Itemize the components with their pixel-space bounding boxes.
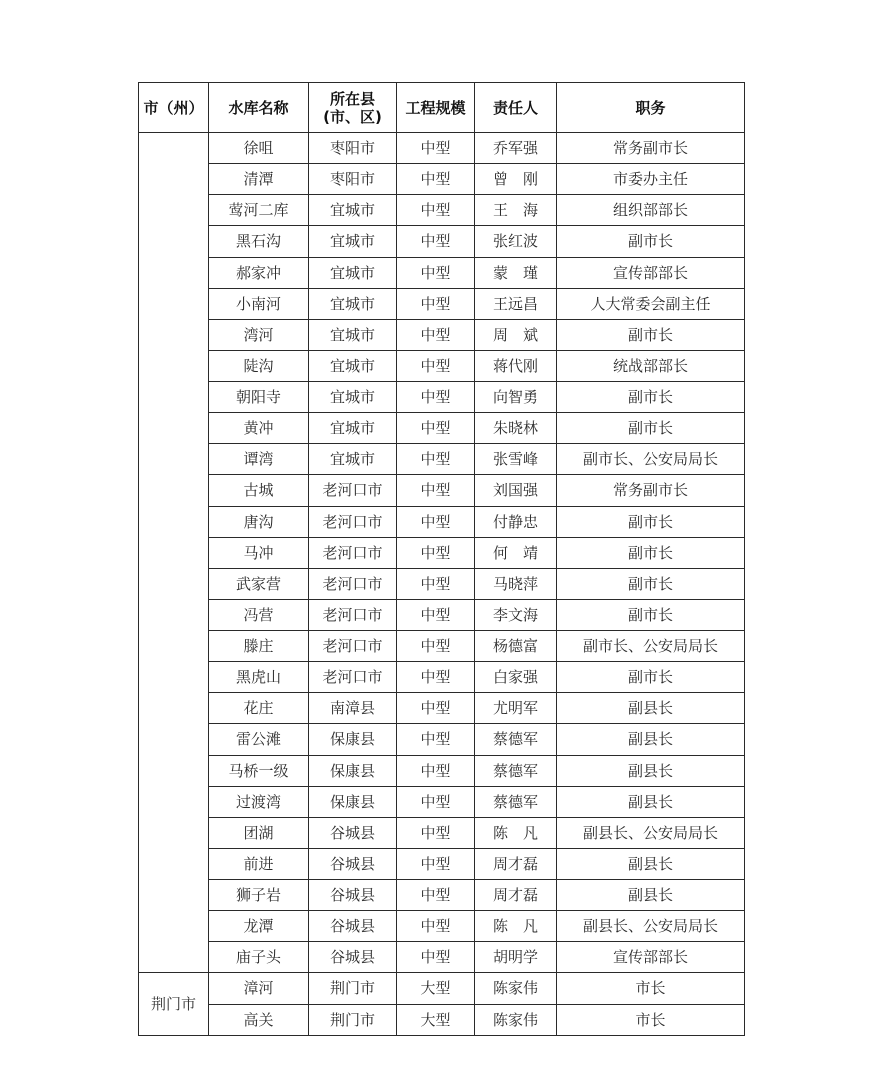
position-cell: 副县长、公安局局长 bbox=[557, 911, 745, 942]
position-cell: 副市长 bbox=[557, 413, 745, 444]
reservoir-cell: 清潭 bbox=[209, 164, 309, 195]
person-cell: 曾 刚 bbox=[475, 164, 557, 195]
county-cell: 谷城县 bbox=[309, 880, 397, 911]
position-cell: 副市长 bbox=[557, 226, 745, 257]
county-cell: 老河口市 bbox=[309, 475, 397, 506]
position-cell: 副市长 bbox=[557, 382, 745, 413]
county-cell: 谷城县 bbox=[309, 817, 397, 848]
person-cell: 王 海 bbox=[475, 195, 557, 226]
county-cell: 宜城市 bbox=[309, 382, 397, 413]
position-cell: 副市长、公安局局长 bbox=[557, 631, 745, 662]
scale-cell: 中型 bbox=[397, 319, 475, 350]
person-cell: 付静忠 bbox=[475, 506, 557, 537]
person-cell: 张红波 bbox=[475, 226, 557, 257]
scale-cell: 中型 bbox=[397, 288, 475, 319]
reservoir-cell: 冯营 bbox=[209, 599, 309, 630]
table-row bbox=[139, 350, 745, 381]
header-county bbox=[309, 83, 397, 133]
position-cell: 副市长 bbox=[557, 568, 745, 599]
position-cell: 常务副市长 bbox=[557, 475, 745, 506]
county-cell: 保康县 bbox=[309, 786, 397, 817]
scale-cell: 中型 bbox=[397, 413, 475, 444]
table-body bbox=[139, 133, 745, 1036]
position-cell: 副市长 bbox=[557, 662, 745, 693]
scale-cell: 中型 bbox=[397, 631, 475, 662]
position-cell: 统战部部长 bbox=[557, 350, 745, 381]
reservoir-cell: 黑虎山 bbox=[209, 662, 309, 693]
table-row bbox=[139, 568, 745, 599]
table-row bbox=[139, 942, 745, 973]
county-cell: 南漳县 bbox=[309, 693, 397, 724]
county-cell: 宜城市 bbox=[309, 195, 397, 226]
position-cell: 副县长 bbox=[557, 755, 745, 786]
position-cell: 副市长、公安局局长 bbox=[557, 444, 745, 475]
table-row bbox=[139, 880, 745, 911]
scale-cell: 中型 bbox=[397, 506, 475, 537]
table-row bbox=[139, 537, 745, 568]
reservoir-cell: 滕庄 bbox=[209, 631, 309, 662]
position-cell: 副县长 bbox=[557, 848, 745, 879]
scale-cell: 中型 bbox=[397, 848, 475, 879]
table-row bbox=[139, 599, 745, 630]
person-cell: 陈家伟 bbox=[475, 973, 557, 1004]
reservoir-cell: 黄冲 bbox=[209, 413, 309, 444]
reservoir-cell: 朝阳寺 bbox=[209, 382, 309, 413]
reservoir-cell: 谭湾 bbox=[209, 444, 309, 475]
county-cell: 老河口市 bbox=[309, 631, 397, 662]
scale-cell: 中型 bbox=[397, 568, 475, 599]
person-cell: 何 靖 bbox=[475, 537, 557, 568]
position-cell: 副市长 bbox=[557, 537, 745, 568]
table-row bbox=[139, 662, 745, 693]
scale-cell: 中型 bbox=[397, 382, 475, 413]
reservoir-cell: 郝家冲 bbox=[209, 257, 309, 288]
person-cell: 蒙 瑾 bbox=[475, 257, 557, 288]
person-cell: 刘国强 bbox=[475, 475, 557, 506]
reservoir-cell: 徐咀 bbox=[209, 133, 309, 164]
county-cell: 宜城市 bbox=[309, 226, 397, 257]
county-cell: 荆门市 bbox=[309, 1004, 397, 1036]
table-row bbox=[139, 195, 745, 226]
scale-cell: 中型 bbox=[397, 475, 475, 506]
table-row bbox=[139, 506, 745, 537]
scale-cell: 中型 bbox=[397, 786, 475, 817]
position-cell: 市长 bbox=[557, 973, 745, 1004]
county-cell: 宜城市 bbox=[309, 444, 397, 475]
county-cell: 老河口市 bbox=[309, 506, 397, 537]
header-county-line1: 所在县 bbox=[329, 89, 375, 108]
person-cell: 蒋代刚 bbox=[475, 350, 557, 381]
person-cell: 张雪峰 bbox=[475, 444, 557, 475]
scale-cell: 中型 bbox=[397, 755, 475, 786]
reservoir-cell: 湾河 bbox=[209, 319, 309, 350]
reservoir-cell: 古城 bbox=[209, 475, 309, 506]
table-row bbox=[139, 817, 745, 848]
position-cell: 副县长 bbox=[557, 724, 745, 755]
table-row bbox=[139, 257, 745, 288]
scale-cell: 大型 bbox=[397, 973, 475, 1004]
county-cell: 宜城市 bbox=[309, 288, 397, 319]
reservoir-cell: 花庄 bbox=[209, 693, 309, 724]
scale-cell: 中型 bbox=[397, 662, 475, 693]
reservoir-cell: 马冲 bbox=[209, 537, 309, 568]
scale-cell: 中型 bbox=[397, 537, 475, 568]
table-row bbox=[139, 475, 745, 506]
header-person: 责任人 bbox=[475, 83, 557, 133]
table-row bbox=[139, 164, 745, 195]
county-cell: 谷城县 bbox=[309, 911, 397, 942]
county-cell: 保康县 bbox=[309, 755, 397, 786]
table-row bbox=[139, 693, 745, 724]
table-row bbox=[139, 319, 745, 350]
header-reservoir: 水库名称 bbox=[209, 83, 309, 133]
person-cell: 周 斌 bbox=[475, 319, 557, 350]
reservoir-cell: 莺河二库 bbox=[209, 195, 309, 226]
county-cell: 谷城县 bbox=[309, 848, 397, 879]
position-cell: 常务副市长 bbox=[557, 133, 745, 164]
position-cell: 市委办主任 bbox=[557, 164, 745, 195]
table-row bbox=[139, 133, 745, 164]
table-row bbox=[139, 786, 745, 817]
person-cell: 蔡德军 bbox=[475, 724, 557, 755]
reservoir-cell: 前进 bbox=[209, 848, 309, 879]
table-row bbox=[139, 911, 745, 942]
reservoir-cell: 武家营 bbox=[209, 568, 309, 599]
scale-cell: 中型 bbox=[397, 942, 475, 973]
position-cell: 副县长 bbox=[557, 880, 745, 911]
header-scale: 工程规模 bbox=[397, 83, 475, 133]
county-cell: 谷城县 bbox=[309, 942, 397, 973]
scale-cell: 中型 bbox=[397, 133, 475, 164]
reservoir-cell: 马桥一级 bbox=[209, 755, 309, 786]
table-row bbox=[139, 848, 745, 879]
county-cell: 老河口市 bbox=[309, 599, 397, 630]
person-cell: 周才磊 bbox=[475, 880, 557, 911]
county-cell: 老河口市 bbox=[309, 568, 397, 599]
position-cell: 副县长、公安局局长 bbox=[557, 817, 745, 848]
header-row bbox=[139, 83, 745, 133]
person-cell: 向智勇 bbox=[475, 382, 557, 413]
person-cell: 朱晓林 bbox=[475, 413, 557, 444]
person-cell: 胡明学 bbox=[475, 942, 557, 973]
county-cell: 老河口市 bbox=[309, 537, 397, 568]
table-row bbox=[139, 444, 745, 475]
header-city: 市（州） bbox=[139, 83, 209, 133]
scale-cell: 中型 bbox=[397, 880, 475, 911]
reservoir-cell: 团湖 bbox=[209, 817, 309, 848]
table-row bbox=[139, 226, 745, 257]
position-cell: 宣传部部长 bbox=[557, 257, 745, 288]
reservoir-cell: 高关 bbox=[209, 1004, 309, 1036]
table-row bbox=[139, 1004, 745, 1036]
position-cell: 副县长 bbox=[557, 693, 745, 724]
header-position: 职务 bbox=[557, 83, 745, 133]
scale-cell: 中型 bbox=[397, 724, 475, 755]
position-cell: 副市长 bbox=[557, 506, 745, 537]
reservoir-cell: 黑石沟 bbox=[209, 226, 309, 257]
scale-cell: 大型 bbox=[397, 1004, 475, 1036]
scale-cell: 中型 bbox=[397, 350, 475, 381]
person-cell: 杨德富 bbox=[475, 631, 557, 662]
county-cell: 宜城市 bbox=[309, 257, 397, 288]
scale-cell: 中型 bbox=[397, 693, 475, 724]
position-cell: 人大常委会副主任 bbox=[557, 288, 745, 319]
position-cell: 副市长 bbox=[557, 319, 745, 350]
person-cell: 蔡德军 bbox=[475, 755, 557, 786]
scale-cell: 中型 bbox=[397, 444, 475, 475]
reservoir-cell: 龙潭 bbox=[209, 911, 309, 942]
table-row bbox=[139, 413, 745, 444]
table-row bbox=[139, 382, 745, 413]
position-cell: 副县长 bbox=[557, 786, 745, 817]
person-cell: 尤明军 bbox=[475, 693, 557, 724]
reservoir-cell: 狮子岩 bbox=[209, 880, 309, 911]
person-cell: 白家强 bbox=[475, 662, 557, 693]
reservoir-cell: 过渡湾 bbox=[209, 786, 309, 817]
county-cell: 老河口市 bbox=[309, 662, 397, 693]
person-cell: 蔡德军 bbox=[475, 786, 557, 817]
table-row bbox=[139, 288, 745, 319]
table-row bbox=[139, 973, 745, 1004]
scale-cell: 中型 bbox=[397, 817, 475, 848]
person-cell: 陈家伟 bbox=[475, 1004, 557, 1036]
scale-cell: 中型 bbox=[397, 226, 475, 257]
person-cell: 王远昌 bbox=[475, 288, 557, 319]
county-cell: 宜城市 bbox=[309, 319, 397, 350]
position-cell: 市长 bbox=[557, 1004, 745, 1036]
person-cell: 陈 凡 bbox=[475, 911, 557, 942]
header-county-line2: (市、区) bbox=[323, 107, 382, 126]
county-cell: 荆门市 bbox=[309, 973, 397, 1004]
person-cell: 周才磊 bbox=[475, 848, 557, 879]
scale-cell: 中型 bbox=[397, 164, 475, 195]
position-cell: 宣传部部长 bbox=[557, 942, 745, 973]
scale-cell: 中型 bbox=[397, 257, 475, 288]
scale-cell: 中型 bbox=[397, 599, 475, 630]
city-cell bbox=[139, 133, 209, 973]
reservoir-cell: 陡沟 bbox=[209, 350, 309, 381]
person-cell: 陈 凡 bbox=[475, 817, 557, 848]
table-row bbox=[139, 755, 745, 786]
county-cell: 保康县 bbox=[309, 724, 397, 755]
person-cell: 乔军强 bbox=[475, 133, 557, 164]
scale-cell: 中型 bbox=[397, 195, 475, 226]
person-cell: 李文海 bbox=[475, 599, 557, 630]
reservoir-cell: 庙子头 bbox=[209, 942, 309, 973]
county-cell: 宜城市 bbox=[309, 350, 397, 381]
position-cell: 副市长 bbox=[557, 599, 745, 630]
reservoir-cell: 雷公滩 bbox=[209, 724, 309, 755]
county-cell: 枣阳市 bbox=[309, 164, 397, 195]
scale-cell: 中型 bbox=[397, 911, 475, 942]
county-cell: 枣阳市 bbox=[309, 133, 397, 164]
reservoir-cell: 唐沟 bbox=[209, 506, 309, 537]
city-cell: 荆门市 bbox=[139, 973, 209, 1036]
reservoir-cell: 漳河 bbox=[209, 973, 309, 1004]
table-row bbox=[139, 724, 745, 755]
county-cell: 宜城市 bbox=[309, 413, 397, 444]
table-row bbox=[139, 631, 745, 662]
reservoir-cell: 小南河 bbox=[209, 288, 309, 319]
position-cell: 组织部部长 bbox=[557, 195, 745, 226]
person-cell: 马晓萍 bbox=[475, 568, 557, 599]
responsibility-table bbox=[138, 82, 745, 1036]
